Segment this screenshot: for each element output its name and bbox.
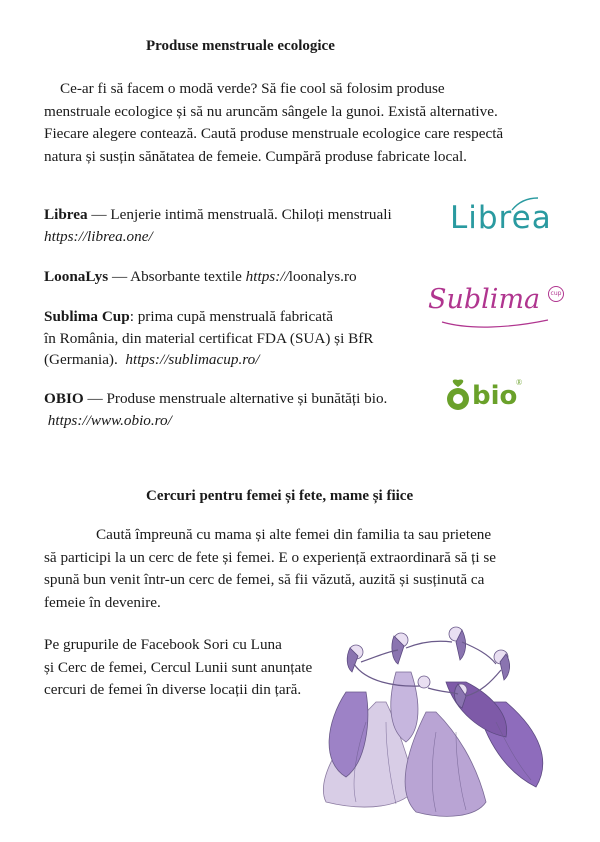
intro-line: natura și susțin sănătatea de femeie. Cumpără produse fabricate local. — [44, 147, 467, 165]
product-description: : prima cupă menstruală fabricată — [129, 308, 333, 325]
product-link-domain[interactable]: loonalys.ro — [288, 268, 357, 285]
product-link[interactable]: https://librea.one/ — [44, 227, 153, 245]
librea-logo: Librea — [450, 200, 552, 236]
circles-line: spună bun venit într-un cerc de femei, să fii văzută, auzită și susținută ca — [44, 571, 485, 588]
facebook-line: și Cerc de femei, Cercul Lunii sunt anunțate — [44, 658, 313, 676]
women-circle-illustration — [306, 612, 556, 822]
circles-line: femeie în devenire. — [44, 593, 161, 611]
product-description: — Lenjerie intimă menstruală. Chiloți menstruali — [87, 206, 392, 223]
obio-leaf-icon — [444, 378, 474, 412]
product-name: LoonaLys — [44, 268, 109, 285]
product-librea — [44, 204, 444, 247]
product-link-protocol[interactable]: https:// — [245, 268, 289, 285]
product-description: (Germania). — [44, 351, 126, 368]
sublima-logo-swash-icon — [440, 316, 550, 330]
facebook-line: cercuri de femei în diverse locații din țară. — [44, 681, 302, 698]
product-sublima-cup — [44, 306, 424, 371]
product-name: OBIO — [44, 390, 84, 407]
section-title-products: Produse menstruale ecologice — [146, 38, 335, 54]
product-loonalys — [44, 266, 357, 288]
product-obio — [44, 388, 444, 431]
circles-line: Caută împreună cu mama și alte femei din familia ta sau prietene — [96, 526, 492, 543]
product-name: Librea — [44, 206, 88, 223]
facebook-line: Pe grupurile de Facebook Sori cu Luna — [44, 636, 282, 653]
sublima-logo: Sublima — [428, 284, 541, 315]
product-description: — Absorbante textile — [108, 268, 246, 285]
product-name: Sublima Cup — [44, 308, 130, 325]
intro-line: Fiecare alegere contează. Caută produse menstruale ecologice care respectă — [44, 125, 504, 142]
product-description: în România, din material certificat FDA (SUA) și BfR — [44, 329, 374, 347]
product-link[interactable]: https://sublimacup.ro/ — [125, 351, 260, 368]
section-title-circles: Cercuri pentru femei și fete, mame și fiice — [146, 488, 414, 504]
intro-paragraph — [44, 78, 564, 168]
obio-logo: bio ® — [444, 378, 524, 414]
sublima-logo-cup-badge: cup — [548, 286, 564, 302]
circles-line: să participi la un cerc de fete și femei. E o experiență extraordinară să ți se — [44, 548, 497, 566]
product-link[interactable]: https://www.obio.ro/ — [44, 411, 172, 429]
product-description: — Produse menstruale alternative și bunătăți bio. — [83, 390, 388, 407]
intro-line: menstruale ecologice și să nu aruncăm sângele la gunoi. Există alternative. — [44, 102, 498, 120]
librea-logo-swash-icon — [510, 196, 540, 212]
intro-line: Ce-ar fi să facem o modă verde? Să fie cool să folosim produse — [60, 80, 445, 97]
circles-paragraph — [44, 524, 564, 614]
